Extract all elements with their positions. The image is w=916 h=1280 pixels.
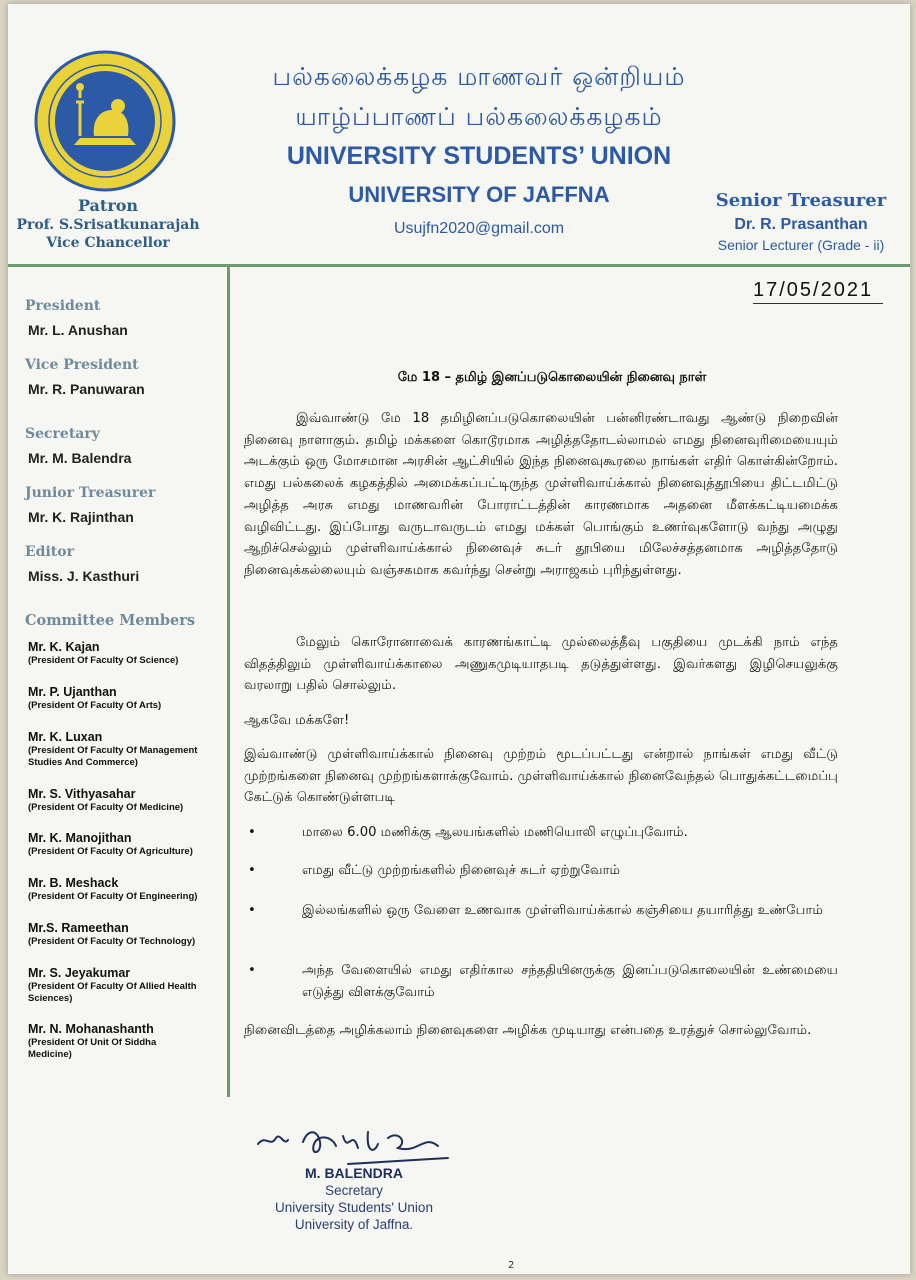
treasurer-block (696, 188, 906, 254)
committee-member (28, 966, 224, 1005)
bullet-text: எமது வீட்டு முற்றங்களில் நினைவுச் சுடர் ஏற்றுவோம் (302, 863, 621, 878)
letter-subject: மே 18 – தமிழ் இனப்படுகொலையின் நினைவு நாள் (397, 370, 707, 385)
committee-member (28, 876, 228, 903)
bullet-dot: • (248, 825, 256, 840)
page-mark: 2 (508, 1260, 515, 1271)
member-name: Mr.S. Rameethan (28, 921, 129, 935)
stamp-title: Secretary (325, 1183, 383, 1198)
english-title-union: UNIVERSITY STUDENTS’ UNION (286, 142, 672, 170)
role-secretary: Secretary (25, 426, 100, 442)
member-faculty: (President Of Unit Of Siddha Medicine) (28, 1037, 157, 1060)
member-faculty: (President Of Faculty Of Technology) (28, 936, 196, 947)
bullet-text: இல்லங்களில் ஒரு வேளை உணவாக முள்ளிவாய்க்கால் கஞ்சியை தயாரித்து உண்போம் (302, 903, 823, 918)
letter-page (8, 4, 910, 1274)
treasurer-title: Senior Treasurer (715, 190, 887, 211)
committee-member (28, 1022, 188, 1061)
paragraph-5: நினைவிடத்தை அழிக்கலாம் நினைவுகளை அழிக்க முடியாது என்பதை உரத்துச் சொல்லுவோம். (244, 1023, 812, 1038)
stamp-org: University Students' Union (275, 1200, 433, 1215)
bullet-text: மாலை 6.00 மணிக்கு ஆலயங்களில் மணியொலி எழுப்புவோம். (302, 825, 688, 840)
committee-member (28, 831, 228, 858)
university-seal-logo (34, 50, 176, 192)
tamil-title-university: யாழ்ப்பாணப் பல்கலைக்கழகம் (295, 102, 663, 131)
bullet-dot: • (248, 903, 256, 918)
patron-block (8, 196, 208, 252)
stamp-university: University of Jaffna. (294, 1217, 414, 1232)
bullet-text: அந்த வேளையில் எமது எதிர்கால சந்ததியினருக்கு இனப்படுகொலையின் உண்மையை எடுத்து விளக்குவோம் (302, 963, 838, 1000)
member-name: Mr. S. Jeyakumar (28, 966, 131, 980)
role-junior-treasurer: Junior Treasurer (25, 485, 156, 501)
letter-date (753, 279, 873, 302)
bullet-dot: • (248, 863, 256, 878)
role-president: President (25, 298, 101, 314)
bullet-dot: • (248, 963, 256, 978)
member-name: Mr. K. Manojithan (28, 831, 132, 845)
role-editor: Editor (25, 544, 74, 560)
member-name: Mr. P. Ujanthan (28, 685, 117, 699)
patron-title: Patron (77, 196, 139, 215)
paragraph-3: ஆகவே மக்களே! (244, 713, 350, 728)
date-text: 17/05/2021 (753, 279, 874, 301)
committee-member (28, 640, 228, 667)
member-faculty: (President Of Faculty Of Arts) (28, 700, 162, 711)
stamp-name: M. BALENDRA (305, 1165, 403, 1181)
member-faculty: (President Of Faculty Of Medicine) (28, 802, 184, 813)
member-faculty: (President Of Faculty Of Agriculture) (28, 846, 193, 857)
patron-name: Prof. S.Srisatkunarajah (16, 217, 200, 233)
date-underline (753, 303, 883, 304)
sidebar-divider (227, 267, 230, 1097)
member-name: Mr. N. Mohanashanth (28, 1022, 154, 1036)
name-secretary: Mr. M. Balendra (28, 450, 132, 466)
committee-member (28, 787, 228, 814)
role-vice-president: Vice President (25, 357, 139, 373)
treasurer-name: Dr. R. Prasanthan (734, 216, 868, 233)
member-name: Mr. K. Kajan (28, 640, 100, 654)
paragraph-4: இவ்வாண்டு முள்ளிவாய்க்கால் நினைவு முற்றம் மூடப்பட்டது என்றால் நாங்கள் எமது வீட்டு முற்றங்களை நினைவு முற்றங்களாக்குவோம். முள்ளிவாய்க்கால் நினைவேந்தல் பொதுக்கட்டமைப்பு கேட்டுக் கொண்டுள்ளபடி (244, 747, 838, 806)
member-faculty: (President Of Faculty Of Allied Health Sciences) (28, 981, 197, 1004)
committee-member (28, 685, 228, 712)
name-editor: Miss. J. Kasthuri (28, 568, 140, 584)
member-name: Mr. K. Luxan (28, 730, 103, 744)
english-title-university: UNIVERSITY OF JAFFNA (348, 182, 610, 207)
patron-role: Vice Chancellor (46, 235, 170, 251)
paragraph-2: மேலும் கொரோனாவைக் காரணங்காட்டி முல்லைத்தீவு பகுதியை முடக்கி நாம் எந்த விதத்திலும் முள்ளிவாய்க்காலை அணுகமுடியாதபடி தடுத்துள்ளது. இவர்களது இழிசெயலுக்கு வரலாறு பதில் சொல்லும். (244, 635, 838, 694)
committee-member (28, 730, 226, 769)
union-email: Usujfn2020@gmail.com (393, 220, 565, 237)
member-faculty: (President Of Faculty Of Management Studies And Commerce) (28, 745, 198, 768)
committee-title: Committee Members (25, 612, 196, 629)
header-divider (8, 264, 910, 267)
secretary-stamp (254, 1164, 454, 1233)
committee-member (28, 921, 228, 948)
tamil-title-union: பல்கலைக்கழக மாணவர் ஒன்றியம் (272, 62, 686, 91)
member-faculty: (President Of Faculty Of Engineering) (28, 891, 198, 902)
paragraph-1: இவ்வாண்டு மே 18 தமிழினப்படுகொலையின் பன்னிரண்டாவது ஆண்டு நிறைவின் நினைவு நாளாகும். தமிழ் மக்களை கொடூரமாக அழித்ததோடல்லாமல் எமது நினைவுரிமையையும் அடக்கும் ஒரு மோசமான அரசின் ஆட்சியில் இந்த நினைவுகூரலை நாங்கள் எதிர் கொள்கின்றோம். எமது பல்கலைக் கழகத்தில் அமைக்கப்பட்டிருந்த முள்ளிவாய்க்கால் நினைவுத்தூபியை திட்டமிட்டு அழித்த அரசு எமது மாணவரின் போராட்டத்தின் காரணமாக அதனை மீளக்கட்டியமைக்க வழிவிட்டது. இப்போது வருடாவருடம் எமது மக்கள் பொங்கும் உணர்வுகளோடு வந்து அழுது ஆறிச்செல்லும் முள்ளிவாய்க்கால் நினைவுச் சுடர் தூபியை மிலேச்சத்தனமாக அழித்ததோடு நினைவுக்கல்லையும் வஞ்சகமாக கவர்ந்து சென்று அராஜகம் புரிந்துள்ளது. (244, 411, 838, 578)
name-vice-president: Mr. R. Panuwaran (28, 381, 145, 397)
member-faculty: (President Of Faculty Of Science) (28, 655, 179, 666)
member-name: Mr. B. Meshack (28, 876, 119, 890)
name-president: Mr. L. Anushan (28, 322, 128, 338)
treasurer-role: Senior Lecturer (Grade - ii) (717, 237, 885, 253)
member-name: Mr. S. Vithyasahar (28, 787, 136, 801)
name-junior-treasurer: Mr. K. Rajinthan (28, 509, 134, 525)
